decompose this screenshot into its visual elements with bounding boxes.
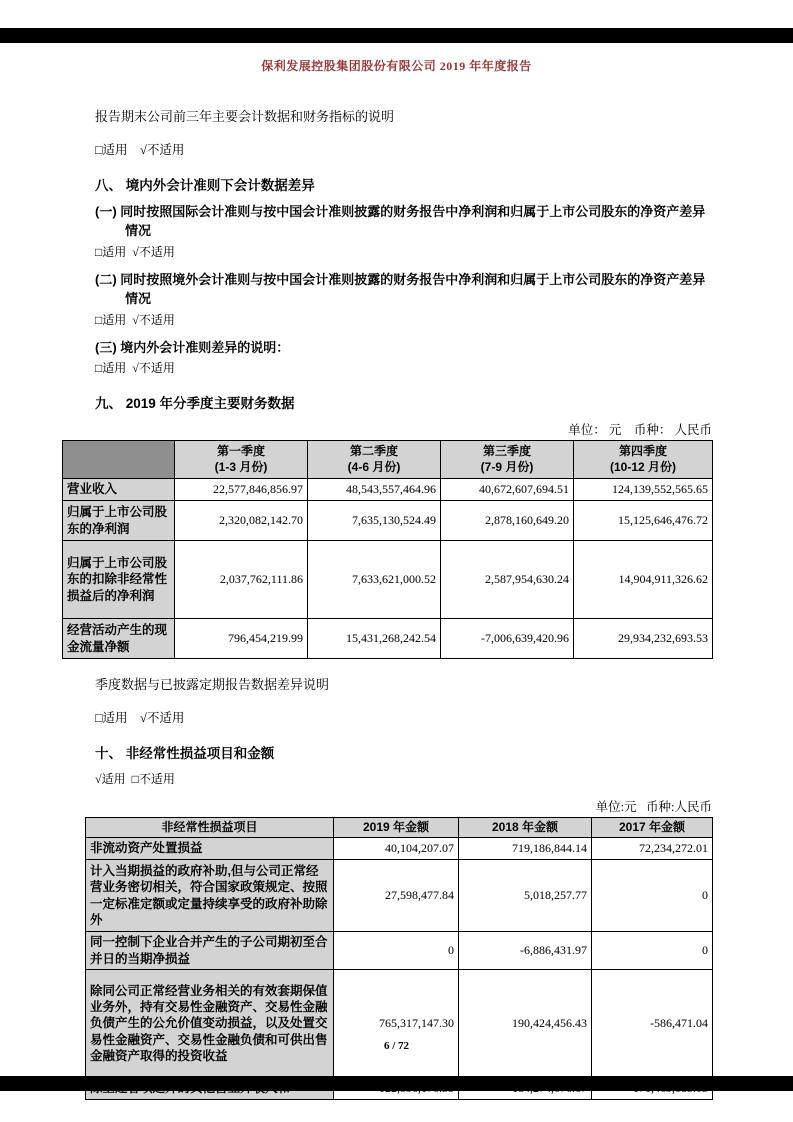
unit-note-quarterly: 单位： 元 币种： 人民币 — [568, 423, 712, 437]
cell-value: 5,018,257.77 — [459, 860, 592, 932]
cell-value: 14,904,911,326.62 — [574, 541, 713, 619]
section-10-title: 十、 非经常性损益项目和金额 — [95, 745, 275, 761]
cell-value: 22,577,846,856.97 — [175, 479, 308, 501]
cell-value: 0 — [592, 860, 713, 932]
cell-value: 2,878,160,649.20 — [441, 501, 574, 541]
cell-value: 7,633,621,000.52 — [308, 541, 441, 619]
cell-value: 124,139,552,565.65 — [574, 479, 713, 501]
table-row — [86, 838, 713, 860]
row-label-revenue: 营业收入 — [63, 479, 175, 501]
row-label-asset-disposal: 非流动资产处置损益 — [86, 838, 334, 860]
section-8-item-1-title: (一) 同时按照国际会计准则与按中国会计准则披露的财务报告中净利润和归属于上市公司股东的净资产差异情况 — [95, 203, 706, 238]
cell-value: 15,125,646,476.72 — [574, 501, 713, 541]
row-label-net-profit-excl-nonrecurring: 归属于上市公司股东的扣除非经常性损益后的净利润 — [63, 541, 175, 619]
cell-value: -6,886,431.97 — [459, 932, 592, 970]
table-row — [63, 501, 713, 541]
col-header-q2: 第二季度 (4-6 月份) — [308, 441, 441, 479]
cell-value: 2,320,082,142.70 — [175, 501, 308, 541]
cell-value: 719,186,844.14 — [459, 838, 592, 860]
cell-value: 15,431,268,242.54 — [308, 619, 441, 659]
section-10-applicability: √适用 □不适用 — [95, 771, 175, 786]
unit-note-nonrecurring: 单位:元 币种:人民币 — [595, 799, 712, 814]
table-header-row — [63, 441, 713, 479]
nonrecurring-items-table — [85, 817, 713, 1101]
col-header-item: 非经常性损益项目 — [86, 817, 334, 838]
page-content — [62, 94, 712, 1100]
col-header-2017: 2017 年金额 — [592, 817, 713, 838]
row-label-government-subsidy: 计入当期损益的政府补助,但与公司正常经营业务密切相关，符合国家政策规定、按照一定标准定额或定量持续享受的政府补助除外 — [86, 860, 334, 932]
cell-value: 796,454,219.99 — [175, 619, 308, 659]
cell-value: 190,424,456.43 — [459, 970, 592, 1078]
cell-value: 0 — [334, 932, 459, 970]
cell-value: -586,471.04 — [592, 970, 713, 1078]
row-label-operating-cash-flow: 经营活动产生的现金流量净额 — [63, 619, 175, 659]
section-8-item-3-title: (三) 境内外会计准则差异的说明： — [95, 339, 290, 355]
section-8-item-3-applicability: □适用 √不适用 — [95, 361, 175, 375]
col-header-q3: 第三季度 (7-9 月份) — [441, 441, 574, 479]
bottom-border-bar — [0, 1076, 793, 1091]
cell-value: 27,598,477.84 — [334, 860, 459, 932]
cell-value: 72,234,272.01 — [592, 838, 713, 860]
col-header-q4: 第四季度 (10-12 月份) — [574, 441, 713, 479]
cell-value: 2,037,762,111.86 — [175, 541, 308, 619]
table-row — [63, 619, 713, 659]
table-row — [86, 860, 713, 932]
table-row — [86, 932, 713, 970]
section-8-item-1-applicability: □适用 √不适用 — [95, 244, 175, 259]
cell-value: 29,934,232,693.53 — [574, 619, 713, 659]
col-header-q1: 第一季度 (1-3 月份) — [175, 441, 308, 479]
table-row — [86, 970, 713, 1078]
cell-value: 48,543,557,464.96 — [308, 479, 441, 501]
table-row — [63, 541, 713, 619]
report-header-title: 保利发展控股集团股份有限公司 2019 年年度报告 — [261, 59, 532, 73]
applicability-line: □适用 √不适用 — [95, 142, 185, 157]
cell-value: 2,587,954,630.24 — [441, 541, 574, 619]
top-border-bar — [0, 28, 793, 43]
quarterly-diff-note: 季度数据与已披露定期报告数据差异说明 — [95, 677, 330, 692]
col-header-2019: 2019 年金额 — [334, 817, 459, 838]
quarterly-diff-applicability: □适用 √不适用 — [95, 710, 185, 725]
quarterly-financials-table — [62, 440, 713, 659]
cell-value: 40,672,607,694.51 — [441, 479, 574, 501]
row-label-fair-value-changes: 除同公司正常经营业务相关的有效套期保值业务外，持有交易性金融资产、交易性金融负债产生的公允价值变动损益，以及处置交易性金融资产、交易性金融负债和可供出售金融资产取得的投资收益 — [86, 970, 334, 1078]
col-header-2018: 2018 年金额 — [459, 817, 592, 838]
prior-years-note-text: 报告期末公司前三年主要会计数据和财务指标的说明 — [95, 109, 395, 124]
row-label-common-control-merger: 同一控制下企业合并产生的子公司期初至合并日的当期净损益 — [86, 932, 334, 970]
page-number: 6 / 72 — [383, 1040, 410, 1052]
cell-value: 765,317,147.30 — [334, 970, 459, 1078]
section-8-title: 八、 境内外会计准则下会计数据差异 — [95, 177, 315, 193]
cell-value: 0 — [592, 932, 713, 970]
table-header-row — [86, 817, 713, 838]
cell-value: 40,104,207.07 — [334, 838, 459, 860]
row-label-net-profit: 归属于上市公司股东的净利润 — [63, 501, 175, 541]
table-row — [63, 479, 713, 501]
cell-value: 7,635,130,524.49 — [308, 501, 441, 541]
cell-value: -7,006,639,420.96 — [441, 619, 574, 659]
table-corner-cell — [63, 441, 175, 479]
section-8-item-2-title: (二) 同时按照境外会计准则与按中国会计准则披露的财务报告中净利润和归属于上市公司股东的净资产差异情况 — [95, 271, 706, 306]
section-9-title: 九、 2019 年分季度主要财务数据 — [95, 396, 295, 411]
section-8-item-2-applicability: □适用 √不适用 — [95, 312, 175, 327]
